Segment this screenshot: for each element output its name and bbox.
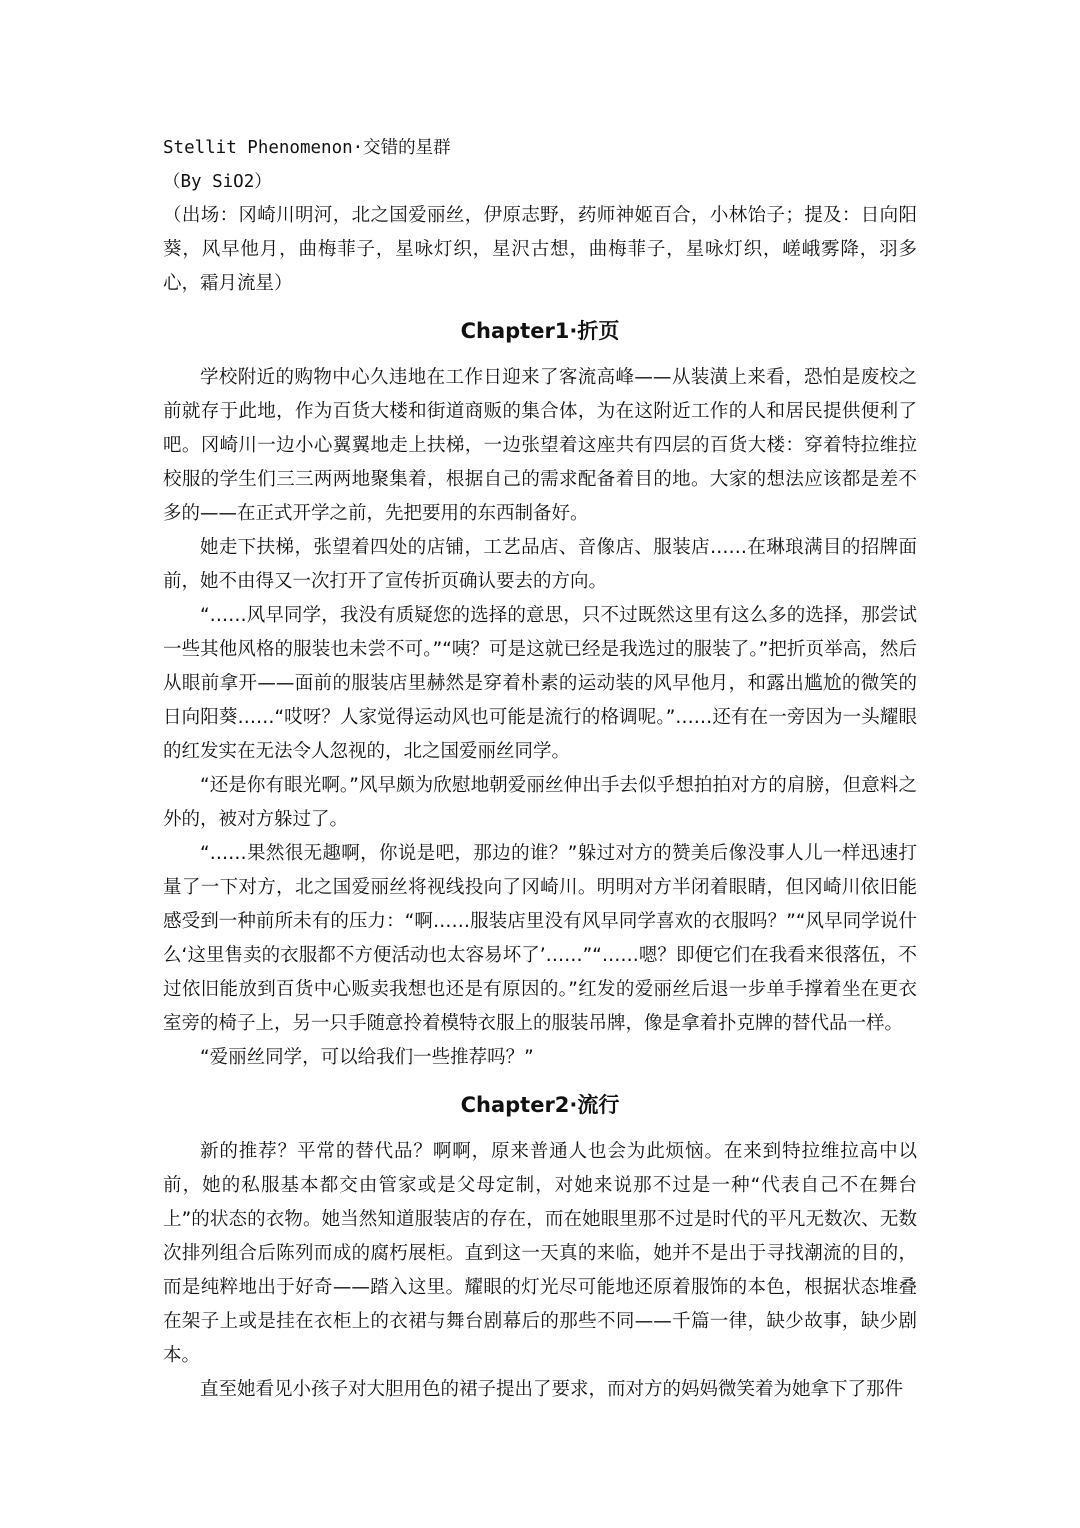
chapter-2-paragraph: 新的推荐？平常的替代品？啊啊，原来普通人也会为此烦恼。在来到特拉维拉高中以前，她的私服基本都交由管家或是父母定制，对她来说那不过是一种“代表自己不在舞台上”的状态的衣物。她当然知道服装店的存在，而在她眼里那不过是时代的平凡无数次、无数次排列组合后陈列而成的腐朽展柜。直到这一天真的来临，她并不是出于寻找潮流的目的，而是纯粹地出于好奇——踏入这里。耀眼的灯光尽可能地还原着服饰的本色，根据状态堆叠在架子上或是挂在衣柜上的衣裙与舞台剧幕后的那些不同——千篇一律，缺少故事，缺少剧本。 xyxy=(163,1141,917,1366)
chapter-1-paragraph: “……果然很无趣啊，你说是吧，那边的谁？”躲过对方的赞美后像没事人儿一样迅速打量了一下对方，北之国爱丽丝将视线投向了冈崎川。明明对方半闭着眼睛，但冈崎川依旧能感受到一种前所未有的压力：“啊……服装店里没有风早同学喜欢的衣服吗？”“风早同学说什么‘这里售卖的衣服都不方便活动也太容易坏了’……”“……嗯？即便它们在我看来很落伍，不过依旧能放到百货中心贩卖我想也还是有原因的。”红发的爱丽丝后退一步单手撑着坐在更衣室旁的椅子上，另一只手随意拎着模特衣服上的服装吊牌，像是拿着扑克牌的替代品一样。 xyxy=(163,843,917,1034)
author-line: （By SiO2） xyxy=(163,172,272,192)
chapter-1-paragraph: “还是你有眼光啊。”风早颇为欣慰地朝爱丽丝伸出手去似乎想拍拍对方的肩膀，但意料之外的，被对方躲过了。 xyxy=(163,775,917,830)
chapter-1-paragraph: “爱丽丝同学，可以给我们一些推荐吗？” xyxy=(200,1047,534,1068)
chapter-1-paragraph: “……风早同学，我没有质疑您的选择的意思，只不过既然这里有这么多的选择，那尝试一些其他风格的服装也未尝不可。”“咦？可是这就已经是我选过的服装了。”把折页举高，然后从眼前拿开——面前的服装店里赫然是穿着朴素的运动装的风早他月，和露出尴尬的微笑的日向阳葵……“哎呀？人家觉得运动风也可能是流行的格调呢。”……还有在一旁因为一头耀眼的红发实在无法令人忽视的，北之国爱丽丝同学。 xyxy=(163,605,917,762)
chapter-2-paragraph: 直至她看见小孩子对大胆用色的裙子提出了要求，而对方的妈妈微笑着为她拿下了那件 xyxy=(200,1379,904,1400)
chapter-2-title: Chapter2·流行 xyxy=(460,1093,620,1117)
document-page xyxy=(163,131,917,1407)
work-title: Stellit Phenomenon·交错的星群 xyxy=(163,138,451,158)
chapter-1-title: Chapter1·折页 xyxy=(460,319,620,343)
chapter-1-paragraph: 学校附近的购物中心久违地在工作日迎来了客流高峰——从装潢上来看，恐怕是废校之前就存于此地，作为百货大楼和街道商贩的集合体，为在这附近工作的人和居民提供便利了吧。冈崎川一边小心翼翼地走上扶梯，一边张望着这座共有四层的百货大楼：穿着特拉维拉校服的学生们三三两两地聚集着，根据自己的需求配备着目的地。大家的想法应该都是差不多的——在正式开学之前，先把要用的东西制备好。 xyxy=(163,367,917,524)
cast-line: （出场：冈崎川明河，北之国爱丽丝，伊原志野，药师神姬百合，小林饴子；提及：日向阳葵，风早他月，曲梅菲子，星咏灯织，星沢古想，曲梅菲子，星咏灯织，嵯峨雾降，羽多心，霜月流星） xyxy=(163,205,917,294)
chapter-1-paragraph: 她走下扶梯，张望着四处的店铺，工艺品店、音像店、服装店……在琳琅满目的招牌面前，她不由得又一次打开了宣传折页确认要去的方向。 xyxy=(163,537,917,592)
